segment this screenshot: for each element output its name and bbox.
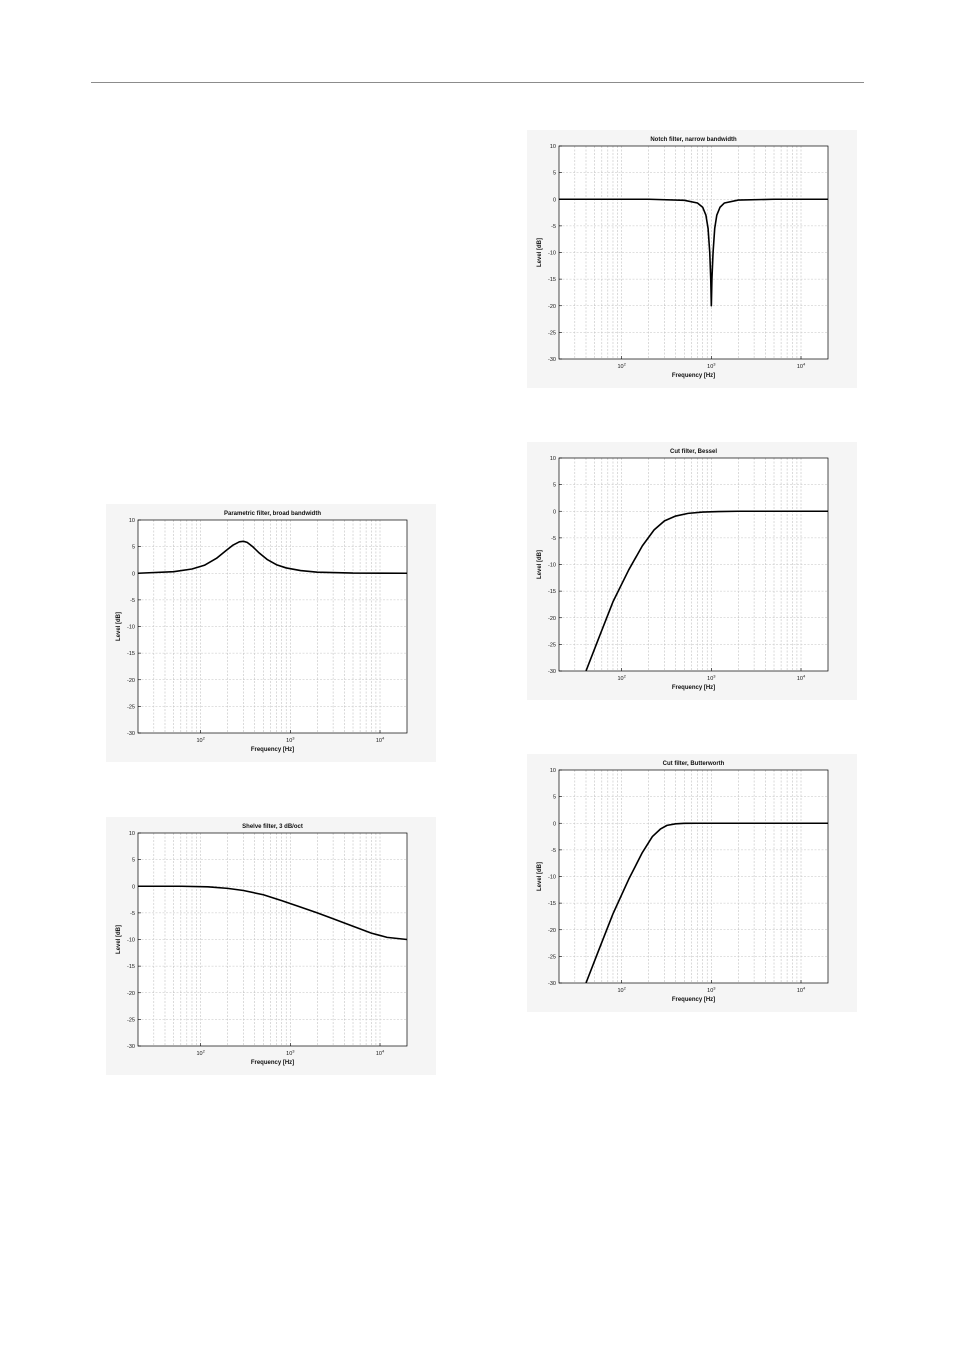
chart-title: Cut filter, Bessel [669, 449, 718, 455]
chart-parametric-filter [106, 504, 436, 762]
y-tick-label: -5 [130, 910, 135, 917]
y-tick-label: -10 [127, 937, 135, 944]
chart-notch-filter [527, 130, 857, 388]
y-tick-label: 0 [131, 884, 135, 891]
y-tick-label: -20 [548, 615, 556, 622]
y-tick-label: -20 [548, 927, 556, 934]
chart-svg [106, 817, 436, 1075]
x-axis-label: Frequency [Hz] [671, 373, 716, 379]
x-tick-label: $10^4$ [375, 1048, 385, 1057]
y-tick-label: 5 [552, 794, 556, 801]
y-tick-label: -25 [548, 642, 556, 649]
y-tick-label: -30 [127, 1044, 135, 1050]
y-tick-label: 0 [131, 571, 135, 578]
y-tick-label: -5 [551, 223, 556, 230]
y-tick-label: -25 [548, 330, 556, 337]
x-tick-label: $10^3$ [707, 985, 716, 994]
x-tick-label: $10^3$ [707, 673, 716, 682]
y-axis-label: Level [dB] [116, 611, 122, 642]
x-tick-label: $10^4$ [796, 673, 806, 682]
y-tick-label: 5 [131, 857, 135, 864]
y-tick-label: -25 [548, 954, 556, 961]
y-tick-label: 10 [549, 144, 556, 150]
x-tick-label: $10^2$ [196, 1048, 205, 1057]
chart-title: Shelve filter, 3 dB/oct [242, 824, 303, 830]
y-tick-label: -10 [548, 250, 556, 257]
y-tick-label: -5 [551, 535, 556, 542]
y-tick-label: -10 [127, 624, 135, 631]
header-rule [91, 82, 864, 83]
x-axis-label: Frequency [Hz] [250, 1060, 295, 1066]
y-tick-label: -15 [127, 964, 135, 971]
y-tick-label: -25 [127, 1017, 135, 1024]
x-axis-label: Frequency [Hz] [250, 747, 295, 753]
x-tick-label: $10^2$ [617, 985, 626, 994]
y-tick-label: -15 [548, 589, 556, 596]
y-tick-label: -15 [548, 277, 556, 284]
y-tick-label: -30 [548, 981, 556, 987]
y-tick-label: -20 [127, 990, 135, 997]
y-tick-label: -5 [130, 597, 135, 604]
y-tick-label: -5 [551, 847, 556, 854]
y-tick-label: 0 [552, 821, 556, 828]
y-tick-label: 10 [128, 518, 135, 524]
x-tick-label: $10^3$ [286, 735, 295, 744]
chart-svg [527, 130, 857, 388]
y-axis-label: Level [dB] [116, 924, 122, 955]
y-tick-label: -15 [127, 651, 135, 658]
y-tick-label: -30 [548, 669, 556, 675]
y-axis-label: Level [dB] [537, 549, 543, 580]
x-tick-label: $10^4$ [375, 735, 385, 744]
y-tick-label: 0 [552, 509, 556, 516]
x-tick-label: $10^4$ [796, 361, 806, 370]
x-tick-label: $10^2$ [617, 673, 626, 682]
chart-title: Parametric filter, broad bandwidth [223, 511, 322, 517]
y-axis-label: Level [dB] [537, 861, 543, 892]
y-tick-label: -10 [548, 874, 556, 881]
y-tick-label: 5 [552, 170, 556, 177]
chart-svg [106, 504, 436, 762]
x-tick-label: $10^2$ [196, 735, 205, 744]
y-tick-label: 10 [128, 831, 135, 837]
chart-svg [527, 754, 857, 1012]
y-tick-label: 10 [549, 456, 556, 462]
y-tick-label: -20 [127, 677, 135, 684]
x-axis-label: Frequency [Hz] [671, 685, 716, 691]
chart-svg [527, 442, 857, 700]
x-tick-label: $10^3$ [286, 1048, 295, 1057]
y-tick-label: -10 [548, 562, 556, 569]
x-tick-label: $10^4$ [796, 985, 806, 994]
x-tick-label: $10^3$ [707, 361, 716, 370]
x-axis-label: Frequency [Hz] [671, 997, 716, 1003]
y-tick-label: -30 [548, 357, 556, 363]
y-tick-label: -25 [127, 704, 135, 711]
chart-cut-filter-bessel [527, 442, 857, 700]
y-tick-label: 5 [131, 544, 135, 551]
y-tick-label: -15 [548, 901, 556, 908]
y-tick-label: -20 [548, 303, 556, 310]
chart-shelve-filter [106, 817, 436, 1075]
y-tick-label: -30 [127, 731, 135, 737]
x-tick-label: $10^2$ [617, 361, 626, 370]
y-axis-label: Level [dB] [537, 237, 543, 268]
chart-title: Notch filter, narrow bandwidth [650, 137, 737, 143]
chart-cut-filter-butterworth [527, 754, 857, 1012]
y-tick-label: 0 [552, 197, 556, 204]
chart-title: Cut filter, Butterworth [662, 761, 725, 767]
y-tick-label: 5 [552, 482, 556, 489]
y-tick-label: 10 [549, 768, 556, 774]
